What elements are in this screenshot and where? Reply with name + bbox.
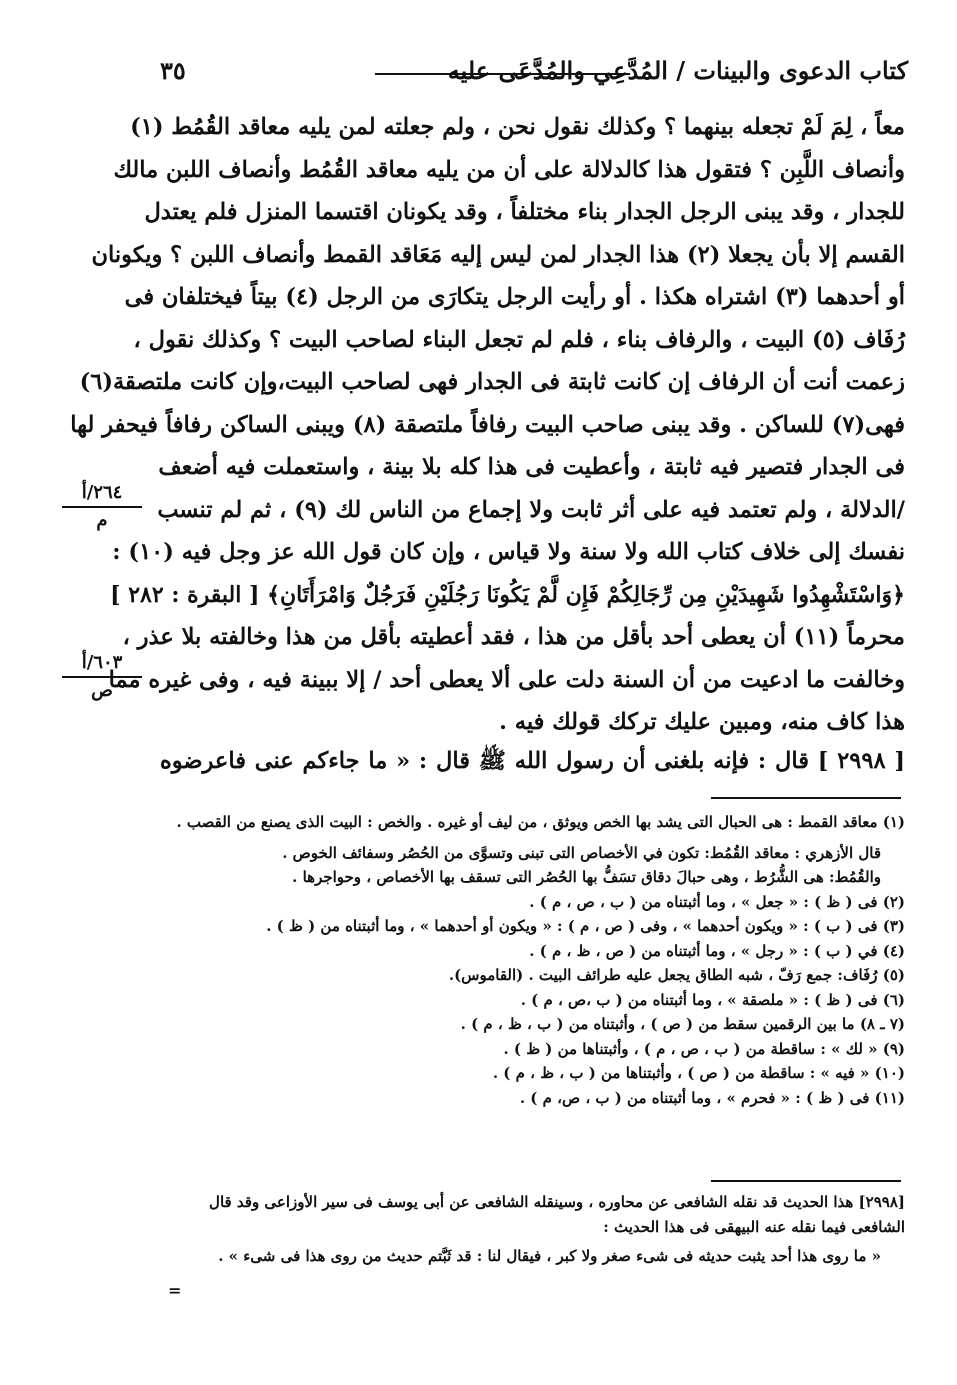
text-line: نفسك إلى خلاف كتاب الله ولا سنة ولا قياس ، وإن كان قول الله عز وجل فيه (١٠) : <box>112 539 905 565</box>
text-line: زعمت أنت أن الرفاف إن كانت ثابتة فى الجدار فهى لصاحب البيت،وإن كانت ملتصقة(٦) <box>79 369 905 395</box>
text-line: فى الجدار فتصير فيه ثابتة ، وأعطيت فى هذا كله بلا بينة ، واستعملت فيه أضعف <box>158 454 905 480</box>
text-line: محرماً (١١) أن يعطى أحد بأقل من هذا ، فقد أعطيته بأقل من هذا وخالفته بلا عذر ، <box>122 624 905 650</box>
page-number: ٣٥ <box>160 56 186 85</box>
text-line: وخالفت ما ادعيت من أن السنة دلت على ألا يعطى أحد / إلا ببينة فيه ، وفى غيره مما <box>108 666 905 693</box>
footnote: (١) معاقد القمط : هى الحبال التى يشد بها الخص ويوثق ، من ليف أو غيره . والخص : البيت الذى يصنع من القصب . <box>176 813 905 831</box>
folio-number: ٦٠٣/أ <box>62 652 142 678</box>
hadith-note-quote: « ما روى هذا أحد يثبت حديثه فى شىء صغر ولا كبر ، فيقال لنا : قد ثَبَّتم حديث من روى هذا فى شىء » . <box>218 1247 881 1265</box>
footnote: (٩) « لك » : ساقطة من ( ب ، ص ، م ) ، وأثبتناها من ( ظ ) . <box>503 1039 905 1058</box>
footnote: (٥) رُفَاف: جمع رَفّ ، شبه الطاق يجعل عليه طرائف البيت . (القاموس). <box>448 966 905 984</box>
footnote: (١٠) « فيه » : ساقطة من ( ص ) ، وأثبتناها من ( ب ، ظ ، م ) . <box>492 1064 905 1082</box>
footnote-continuation: قال الأزهري : معاقد القُمُط: تكون في الأخصاص التى تبنى وتسوَّى من الحُصُر وسفائف الخوص . <box>282 843 881 862</box>
text-line: معاً ، لِمَ لَمْ تجعله بينهما ؟ وكذلك نقول نحن ، ولم جعلته لمن يليه معاقد القُمُط (١) <box>130 114 905 140</box>
folio-number: ٢٦٤/أ <box>62 482 142 508</box>
hadith-intro-line: [ ٢٩٩٨ ] قال : فإنه بلغنى أن رسول الله ﷺ قال : « ما جاءكم عنى فاعرضوه <box>160 748 905 774</box>
manuscript-folio-ref <box>62 482 142 531</box>
footnote: (٦) فى ( ظ ) : « ملصقة » ، وما أثبتناه من ( ب ،ص ، م ) . <box>520 990 905 1009</box>
text-line: وأنصاف اللَّبِن ؟ فتقول هذا كالدلالة على أن من يليه معاقد القُمُط وأنصاف اللبن مالك <box>113 156 905 183</box>
text-line: فهى(٧) للساكن . وقد يبنى صاحب البيت رفافاً ملتصقة (٨) ويبنى الساكن رفافاً فيحفر لها <box>70 411 905 438</box>
text-line: /الدلالة ، ولم تعتمد فيه على أثر ثابت ولا إجماع من الناس لك (٩) ، ثم لم تنسب <box>157 496 905 523</box>
page-header <box>160 56 908 94</box>
footnote: (٤) في ( ب ) : « رجل » ، وما أثبتناه من ( ص ، ظ ، م ) . <box>529 941 905 960</box>
manuscript-siglum: م <box>96 510 108 531</box>
footnote: (٧ ـ ٨) ما بين الرقمين سقط من ( ص ) ، وأثبتناه من ( ب ، ظ ، م ) . <box>460 1015 905 1033</box>
footnote-separator <box>711 797 901 799</box>
continuation-mark: = <box>168 1281 182 1300</box>
text-line: هذا كاف منه، ومبين عليك تركك قولك فيه . <box>499 709 905 735</box>
manuscript-folio-ref <box>62 652 142 701</box>
footnote-continuation: والقُمُط: هى الشُّرُط ، وهى حبالَ دقاق تسَفُّ بها الحُصُر التى تسقف بها الأخصاص ، وحواجرها . <box>292 868 881 886</box>
quran-verse-line: ﴿وَاسْتَشْهِدُوا شَهِيدَيْنِ مِن رِّجَالِكُمْ فَإِن لَّمْ يَكُونَا رَجُلَيْنِ فَرَجُلٌ وَامْرَأَتَانِ﴾ [ البقرة : ٢٨٢ ] <box>110 581 905 608</box>
text-line: رُفَاف (٥) البيت ، والرفاف بناء ، فلم لم تجعل البناء لصاحب البيت ؟ وكذلك نقول ، <box>133 326 905 353</box>
footnotes <box>160 810 905 1110</box>
hadith-note-text: [٢٩٩٨] هذا الحديث قد نقله الشافعى عن محاوره ، وسينقله الشافعى عن أبى يوسف فى سير الأوزاعى وقد قال الشافعى فيما نقله عنه البيهقى فى هذا الحديث : <box>209 1193 905 1236</box>
text-line: القسم إلا بأن يجعلا (٢) هذا الجدار لمن ليس إليه مَعَاقد القمط وأنصاف اللبن ؟ ويكونان <box>91 241 905 268</box>
hadith-note-separator <box>711 1180 901 1182</box>
manuscript-siglum: ص <box>91 680 113 701</box>
footnote: (٢) فى ( ظ ) : « جعل » ، وما أثبتناه من ( ب ، ص ، م ) . <box>529 892 905 911</box>
text-line: أو أحدهما (٣) اشتراه هكذا . أو رأيت الرجل يتكارَى من الرجل (٤) بيتاً فيختلفان فى <box>124 284 905 310</box>
footnote: (١١) فى ( ظ ) : « فحرم » ، وما أثبتناه من ( ب ، ص، م ) . <box>519 1088 905 1107</box>
running-title: كتاب الدعوى والبينات / المُدَّعِي والمُدَّعَى عليه <box>447 56 908 85</box>
text-line: للجدار ، وقد يبنى الرجل الجدار بناء مختلفاً ، وقد يكونان اقتسما المنزل فلم يعتدل <box>144 199 905 225</box>
footnote: (٣) فى ( ب ) : « ويكون أحدهما » ، وفى ( ص ، م ) : « ويكون أو أحدهما » ، وما أثبتناه من ( ظ ) . <box>266 917 905 935</box>
hadith-note <box>160 1190 905 1269</box>
